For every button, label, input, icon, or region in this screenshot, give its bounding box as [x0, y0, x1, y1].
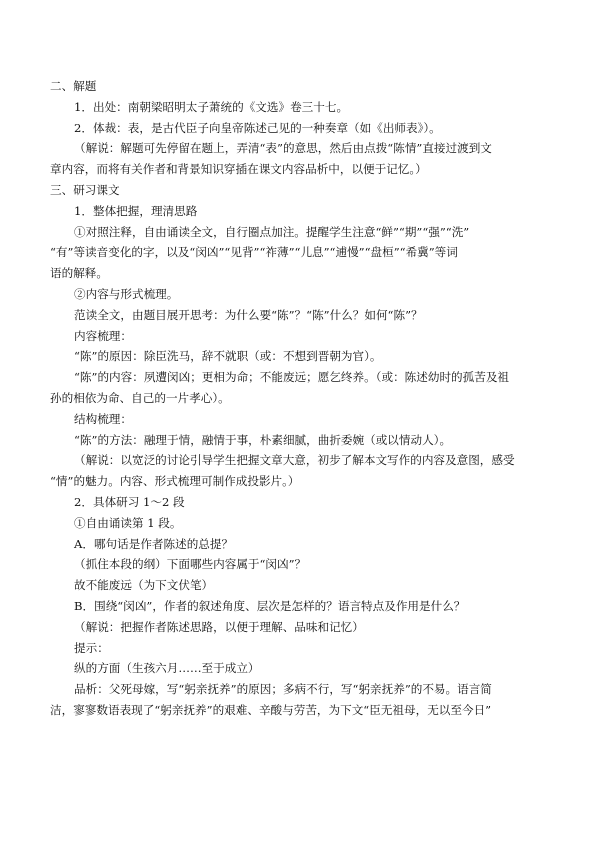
text-line: 洁，寥寥数语表现了“躬亲抚养”的艰难、辛酸与劳苦，为下文“臣无祖母，无以至今日”: [50, 702, 492, 717]
text-line: 结构梳理：: [74, 411, 132, 426]
section-heading: 三、研习课文: [50, 182, 120, 197]
text-line: 2．具体研习 1～2 段: [74, 494, 185, 509]
text-line: 1．出处：南朝梁昭明太子萧统的《文选》卷三十七。: [74, 99, 349, 114]
document-body: [50, 76, 546, 721]
text-line: B．围绕“闵凶”，作者的叙述角度、层次是怎样的？语言特点及作用是什么？: [74, 598, 466, 613]
text-line: 纵的方面（生孩六月……至于成立）: [74, 661, 260, 676]
text-line: “陈”的内容：夙遭闵凶；更相为命；不能废远；愿乞终养。（或：陈述幼时的孤苦及祖: [74, 370, 510, 385]
text-line: “情”的魅力。内容、形式梳理可制作成投影片。）: [50, 474, 300, 489]
text-line: ①对照注释，自由诵读全文，自行圈点加注。提醒学生注意“鲜”“期”“强”“洗”: [74, 224, 470, 239]
text-line: （抓住本段的纲）下面哪些内容属于“闵凶”？: [74, 557, 307, 572]
text-line: 提示：: [74, 640, 109, 655]
text-line: 2．体裁：表，是古代臣子向皇帝陈述己见的一种奏章（如《出师表》）。: [74, 120, 441, 135]
text-line: 章内容，而将有关作者和背景知识穿插在课文内容品析中，以便于记忆。）: [50, 162, 427, 177]
text-line: “陈”的方法：融理于情，融情于事，朴素细腻，曲折委婉（或以情动人）。: [74, 432, 452, 447]
text-line: 孙的相依为命、自己的一片孝心）。: [50, 390, 230, 405]
text-line: ②内容与形式梳理。: [74, 286, 179, 301]
text-line: 品析：父死母嫁，写“躬亲抚养”的原因；多病不行，写“躬亲抚养”的不易。语言简: [74, 682, 492, 697]
text-line: 内容梳理：: [74, 328, 132, 343]
text-line: 语的解释。: [50, 266, 108, 281]
text-line: （解说：把握作者陈述思路，以便于理解、品味和记忆）: [74, 619, 364, 634]
text-line: “有”等读音变化的字，以及“闵凶”“见背”“祚薄”“儿息”“逋慢”“盘桓”“希冀”等词: [50, 245, 458, 260]
text-line: 1．整体把握，理清思路: [74, 203, 198, 218]
text-line: A．哪句话是作者陈述的总提？: [74, 536, 234, 551]
text-line: 范读全文，由题目展开思考：为什么要“陈”？“陈”什么？如何“陈”？: [74, 307, 423, 322]
text-line: （解说：以宽泛的讨论引导学生把握文章大意，初步了解本文写作的内容及意图，感受: [74, 453, 515, 468]
text-line: “陈”的原因：除臣洗马，辞不就职（或：不想到晋朝为官）。: [74, 349, 382, 364]
section-heading: 二、解题: [50, 79, 97, 93]
text-line: ①自由诵读第 1 段。: [74, 515, 182, 530]
text-line: （解说：解题可先停留在题上，弄清“表”的意思，然后由点拨“陈情”直接过渡到文: [74, 141, 492, 156]
text-line: 故不能废远（为下文伏笔）: [74, 578, 214, 593]
